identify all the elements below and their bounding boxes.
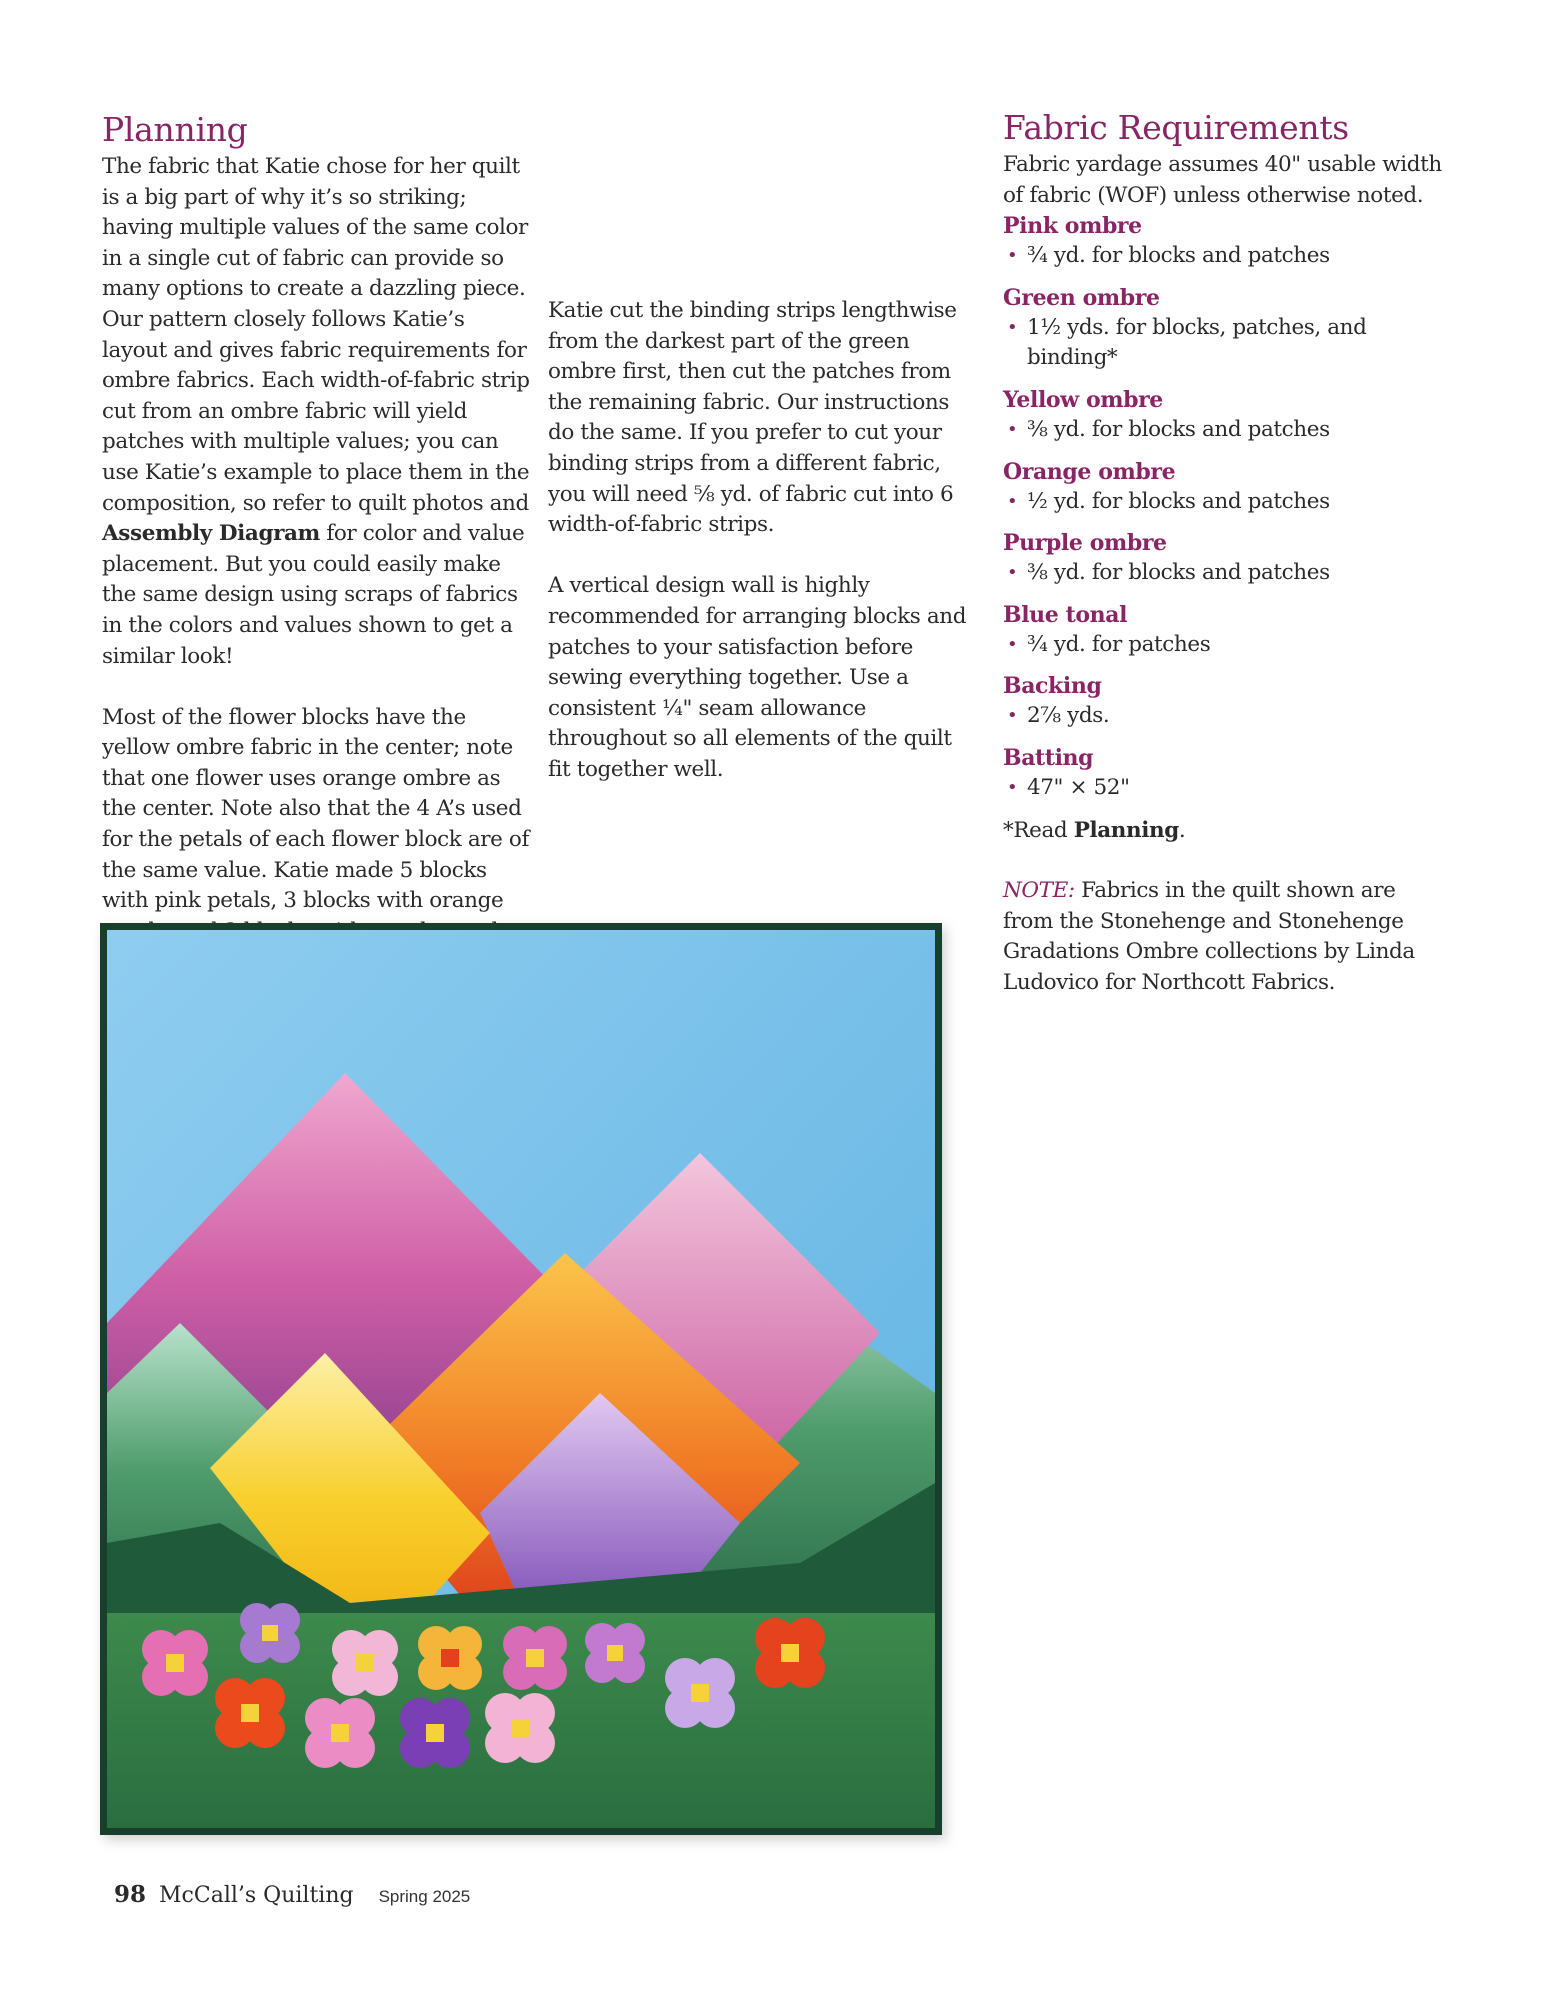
bullet-icon: •: [1007, 562, 1018, 584]
footnote: *Read Planning.: [1003, 817, 1186, 843]
requirement-name: Pink ombre: [1003, 213, 1142, 240]
requirement-detail: • ¾ yd. for blocks and patches: [1003, 241, 1443, 272]
bullet-icon: •: [1007, 245, 1018, 267]
issue-label: Spring 2025: [378, 1887, 471, 1906]
planning-paragraph-2: Most of the flower blocks have the yellow ombre fabric in the center; note that one flower uses orange ombre as the center. Note also that the 4 A’s used for the petals of each flower block are of the same value. Katie made 5 blocks with pink petals, 3 blocks with orange: [102, 704, 530, 914]
bullet-icon: •: [1007, 418, 1018, 440]
requirement-detail: • 47" × 52": [1003, 773, 1443, 804]
note-label: NOTE:: [1003, 878, 1075, 904]
quilt-photo: [100, 923, 942, 1835]
planning-paragraph-4: A vertical design wall is highly recommended for arranging blocks and patches to your satisfaction before sewing everything together. Use a consistent ¼" seam allowance throughout so all elements of the quilt fit together well.: [548, 573, 967, 782]
requirement-name: Purple ombre: [1003, 530, 1167, 557]
requirement-name: Batting: [1003, 744, 1094, 771]
planning-heading: Planning: [102, 110, 248, 149]
bullet-icon: •: [1007, 776, 1018, 798]
page-footer: [114, 1880, 470, 1912]
fabric-requirements-column: [1003, 108, 1443, 999]
note-text: Fabrics in the quilt shown are from the Stonehenge and Stonehenge Gradations Ombre collections by Linda Ludovico for Northcott Fabrics.: [1003, 878, 1415, 995]
bullet-icon: •: [1007, 705, 1018, 727]
planning-column-1: [102, 108, 532, 1039]
bullet-icon: •: [1007, 490, 1018, 512]
requirement-detail: • 2⅞ yds.: [1003, 701, 1443, 732]
requirement-detail: • ⅜ yd. for blocks and patches: [1003, 558, 1443, 589]
requirement-detail: • 1½ yds. for blocks, patches, and binding*: [1007, 314, 1367, 371]
bullet-icon: •: [1007, 316, 1018, 338]
fabric-requirements-heading: Fabric Requirements: [1003, 108, 1349, 147]
requirements-list: [1003, 211, 1443, 803]
requirement-name: Orange ombre: [1003, 458, 1176, 485]
requirement-name: Green ombre: [1003, 284, 1160, 311]
requirement-detail: • ¾ yd. for patches: [1003, 630, 1443, 661]
planning-paragraph-1: The fabric that Katie chose for her quilt is a big part of why it’s so striking; having multiple values of the same color in a single cut of fabric can provide so many options to create a dazzling piece. Our pattern closely follows Katie’s layout and gives fabric requirements for ombre fabrics. Each width-of-fabric strip cut from an ombre fabric will yield patches with multiple values; you can use Katie’s example to place them in the composition, so refer to quilt photos and Assembly Diagram for color and value placement. But you could easily make the same design using scraps of fabrics in the colors and values shown to get a similar look!: [102, 154, 530, 669]
requirement-detail: • ⅜ yd. for blocks and patches: [1003, 415, 1443, 446]
planning-paragraph-3: Katie cut the binding strips lengthwise from the darkest part of the green ombre first, then cut the patches from the remaining fabric. Our instructions do the same. If you prefer to cut your binding strips from a different fabric, you will need ⅝ yd. of fabric cut into 6 width-of-fabric strips.: [548, 298, 957, 538]
bullet-icon: •: [1007, 633, 1018, 655]
magazine-name: McCall’s Quilting: [159, 1883, 354, 1908]
planning-column-2: [548, 68, 976, 786]
fabric-note: [1003, 876, 1443, 998]
fabric-requirements-intro: Fabric yardage assumes 40" usable width of fabric (WOF) unless otherwise noted.: [1003, 152, 1442, 208]
assembly-diagram-ref: Assembly Diagram: [102, 521, 320, 547]
requirement-name: Blue tonal: [1003, 601, 1128, 628]
requirement-name: Backing: [1003, 673, 1102, 700]
requirement-detail: • ½ yd. for blocks and patches: [1003, 487, 1443, 518]
requirement-name: Yellow ombre: [1003, 386, 1163, 413]
page-number: 98: [114, 1881, 147, 1908]
